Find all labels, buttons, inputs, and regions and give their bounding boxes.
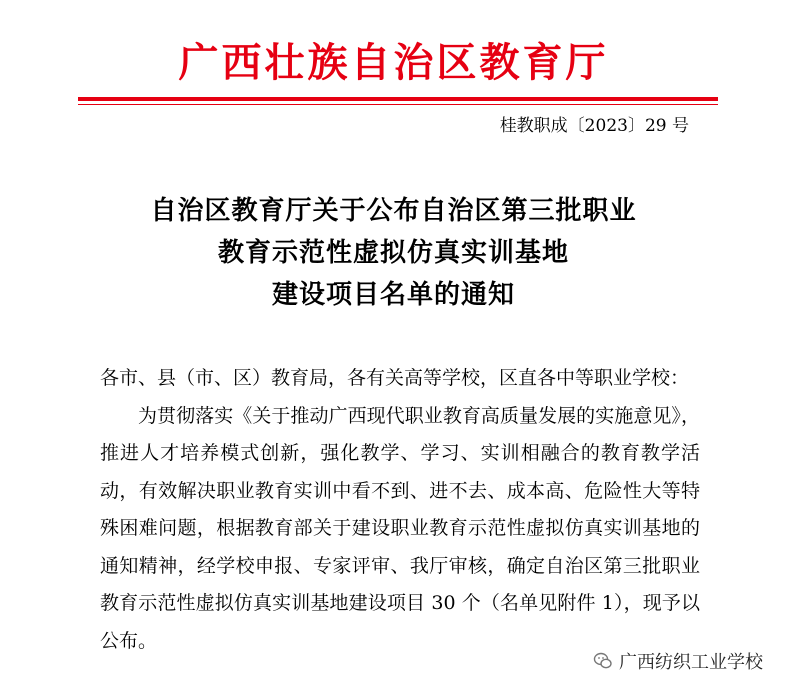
wechat-icon (593, 651, 613, 671)
notice-body (100, 360, 700, 660)
header-rule-thin (78, 104, 718, 105)
watermark-text: 广西纺织工业学校 (619, 652, 763, 673)
body-paragraph: 为贯彻落实《关于推动广西现代职业教育高质量发展的实施意见》，推进人才培养模式创新，强化教学、学习、实训相融合的教育教学活动，有效解决职业教育实训中看不到、进不去、成本高、危险性大等特殊困难问题，根据教育部关于建设职业教育示范性虚拟仿真实训基地的通知精神，经学校申报、专家评审、我厅审核，确定自治区第三批职业教育示范性虚拟仿真实训基地建设项目 30 个（名单见附件 1），现予以公布。 (100, 404, 700, 652)
notice-title-line: 建设项目名单的通知 (271, 280, 515, 310)
notice-title-line: 自治区教育厅关于公布自治区第三批职业 (150, 196, 637, 226)
issuer-header-title: 广西壮族自治区教育厅 (178, 39, 609, 86)
wechat-watermark (589, 646, 767, 676)
document-number: 桂教职成〔2023〕29 号 (499, 116, 689, 136)
notice-title-line: 教育示范性虚拟仿真实训基地 (217, 238, 569, 268)
header-rule-thick (78, 97, 718, 101)
notice-title (0, 190, 787, 316)
salutation: 各市、县（市、区）教育局，各有关高等学校，区直各中等职业学校： (100, 367, 690, 389)
